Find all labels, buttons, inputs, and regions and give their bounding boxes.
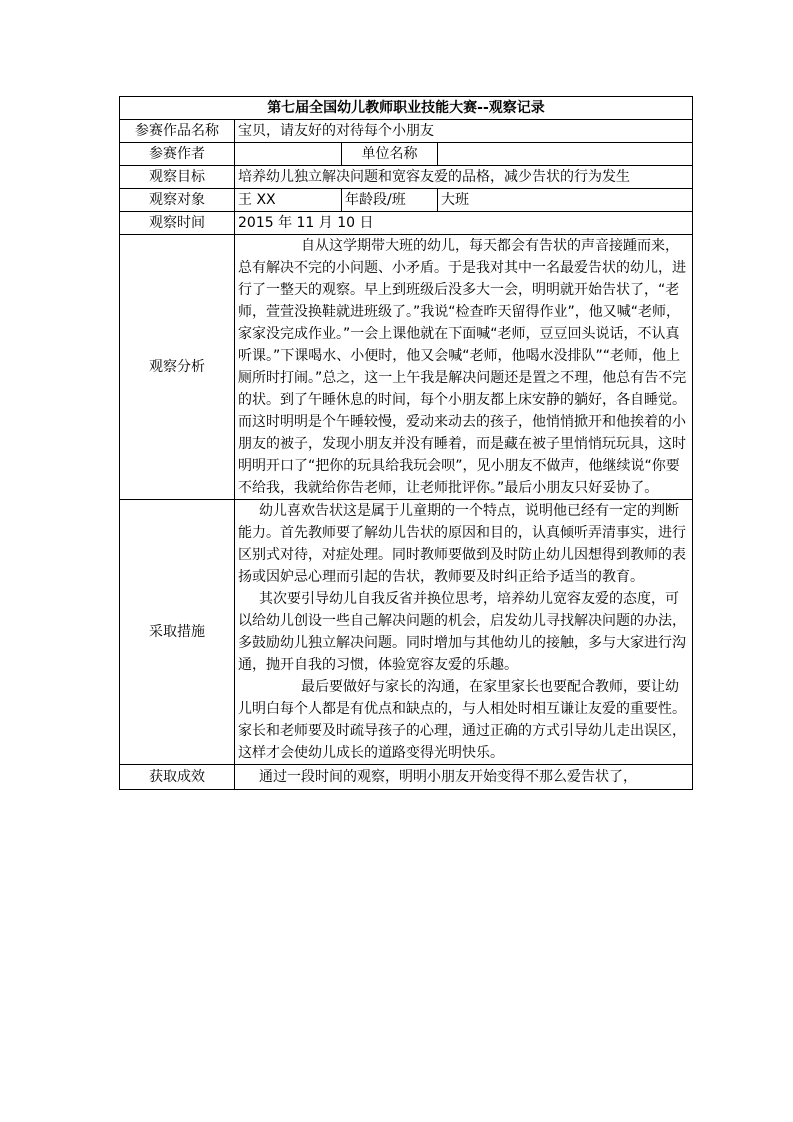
results-content <box>235 765 693 790</box>
results-label: 获取成效 <box>120 765 235 790</box>
author-label: 参赛作者 <box>120 143 235 166</box>
analysis-paragraph: 自从这学期带大班的幼儿，每天都会有告状的声音接踵而来，总有解决不完的小问题、小矛盾。于是我对其中一名最爱告状的幼儿，进行了一整天的观察。早上到班级后没多大一会，明明就开始告状了，“老师，萱萱没换鞋就进班级了。”我说“检查昨天留得作业”，他又喊“老师，家家没完成作业。”一会上课他就在下面喊“老师，豆豆回头说话，不认真听课。”下课喝水、小便时，他又会喊“老师，他喝水没排队”“老师，他上厕所时打闹。”总之，这一上午我是解决问题还是置之不理，他总有告不完的状。到了午睡休息的时间，每个小朋友都上床安静的躺好，各自睡觉。而这时明明是个午睡较慢，爱动来动去的孩子，他悄悄掀开和他挨着的小朋友的被子，发现小朋友并没有睡着，而是藏在被子里悄悄玩玩具，这时明明开口了“把你的玩具给我玩会呗”，见小朋友不做声，他继续说“你要不给我，我就给你告老师，让老师批评你。”最后小朋友只好妥协了。 <box>238 238 687 496</box>
time-value: 2015 年 11 月 10 日 <box>235 212 693 235</box>
goal-label: 观察目标 <box>120 166 235 189</box>
subject-label: 观察对象 <box>120 189 235 212</box>
unit-value <box>438 143 693 166</box>
author-value <box>235 143 342 166</box>
measures-label: 采取措施 <box>120 500 235 765</box>
goal-value: 培养幼儿独立解决问题和宽容友爱的品格，减少告状的行为发生 <box>235 166 693 189</box>
form-title: 第七届全国幼儿教师职业技能大赛--观察记录 <box>120 97 693 120</box>
work-name-value: 宝贝，请友好的对待每个小朋友 <box>235 120 693 143</box>
measures-paragraph-2: 其次要引导幼儿自我反省并换位思考，培养幼儿宽容友爱的态度，可以给幼儿创设一些自己解决问题的机会，启发幼儿寻找解决问题的办法，多鼓励幼儿独立解决问题。同时增加与其他幼儿的接触，多与大家进行沟通，抛开自我的习惯，体验宽容友爱的乐趣。 <box>238 591 686 673</box>
time-label: 观察时间 <box>120 212 235 235</box>
observation-record-table <box>119 96 693 790</box>
measures-paragraph-3: 最后要做好与家长的沟通，在家里家长也要配合教师，要让幼儿明白每个人都是有优点和缺点的，与人相处时相互谦让友爱的重要性。家长和老师要及时疏导孩子的心理，通过正确的方式引导幼儿走出误区，这样才会使幼儿成长的道路变得光明快乐。 <box>238 679 686 761</box>
measures-content <box>235 500 693 765</box>
measures-paragraph-1: 幼儿喜欢告状这是属于儿童期的一个特点，说明他已经有一定的判断能力。首先教师要了解幼儿告状的原因和目的，认真倾听弄清事实，进行区别式对待，对症处理。同时教师要做到及时防止幼儿因想得到教师的表扬或因妒忌心理而引起的告状，教师要及时纠正给予适当的教育。 <box>238 503 686 585</box>
results-paragraph: 通过一段时间的观察，明明小朋友开始变得不那么爱告状了， <box>259 769 637 785</box>
unit-label: 单位名称 <box>342 143 438 166</box>
work-name-label: 参赛作品名称 <box>120 120 235 143</box>
analysis-label: 观察分析 <box>120 235 235 500</box>
subject-value: 王 XX <box>235 189 342 212</box>
age-class-value: 大班 <box>438 189 693 212</box>
age-class-label: 年龄段/班 <box>342 189 438 212</box>
analysis-content <box>235 235 693 500</box>
